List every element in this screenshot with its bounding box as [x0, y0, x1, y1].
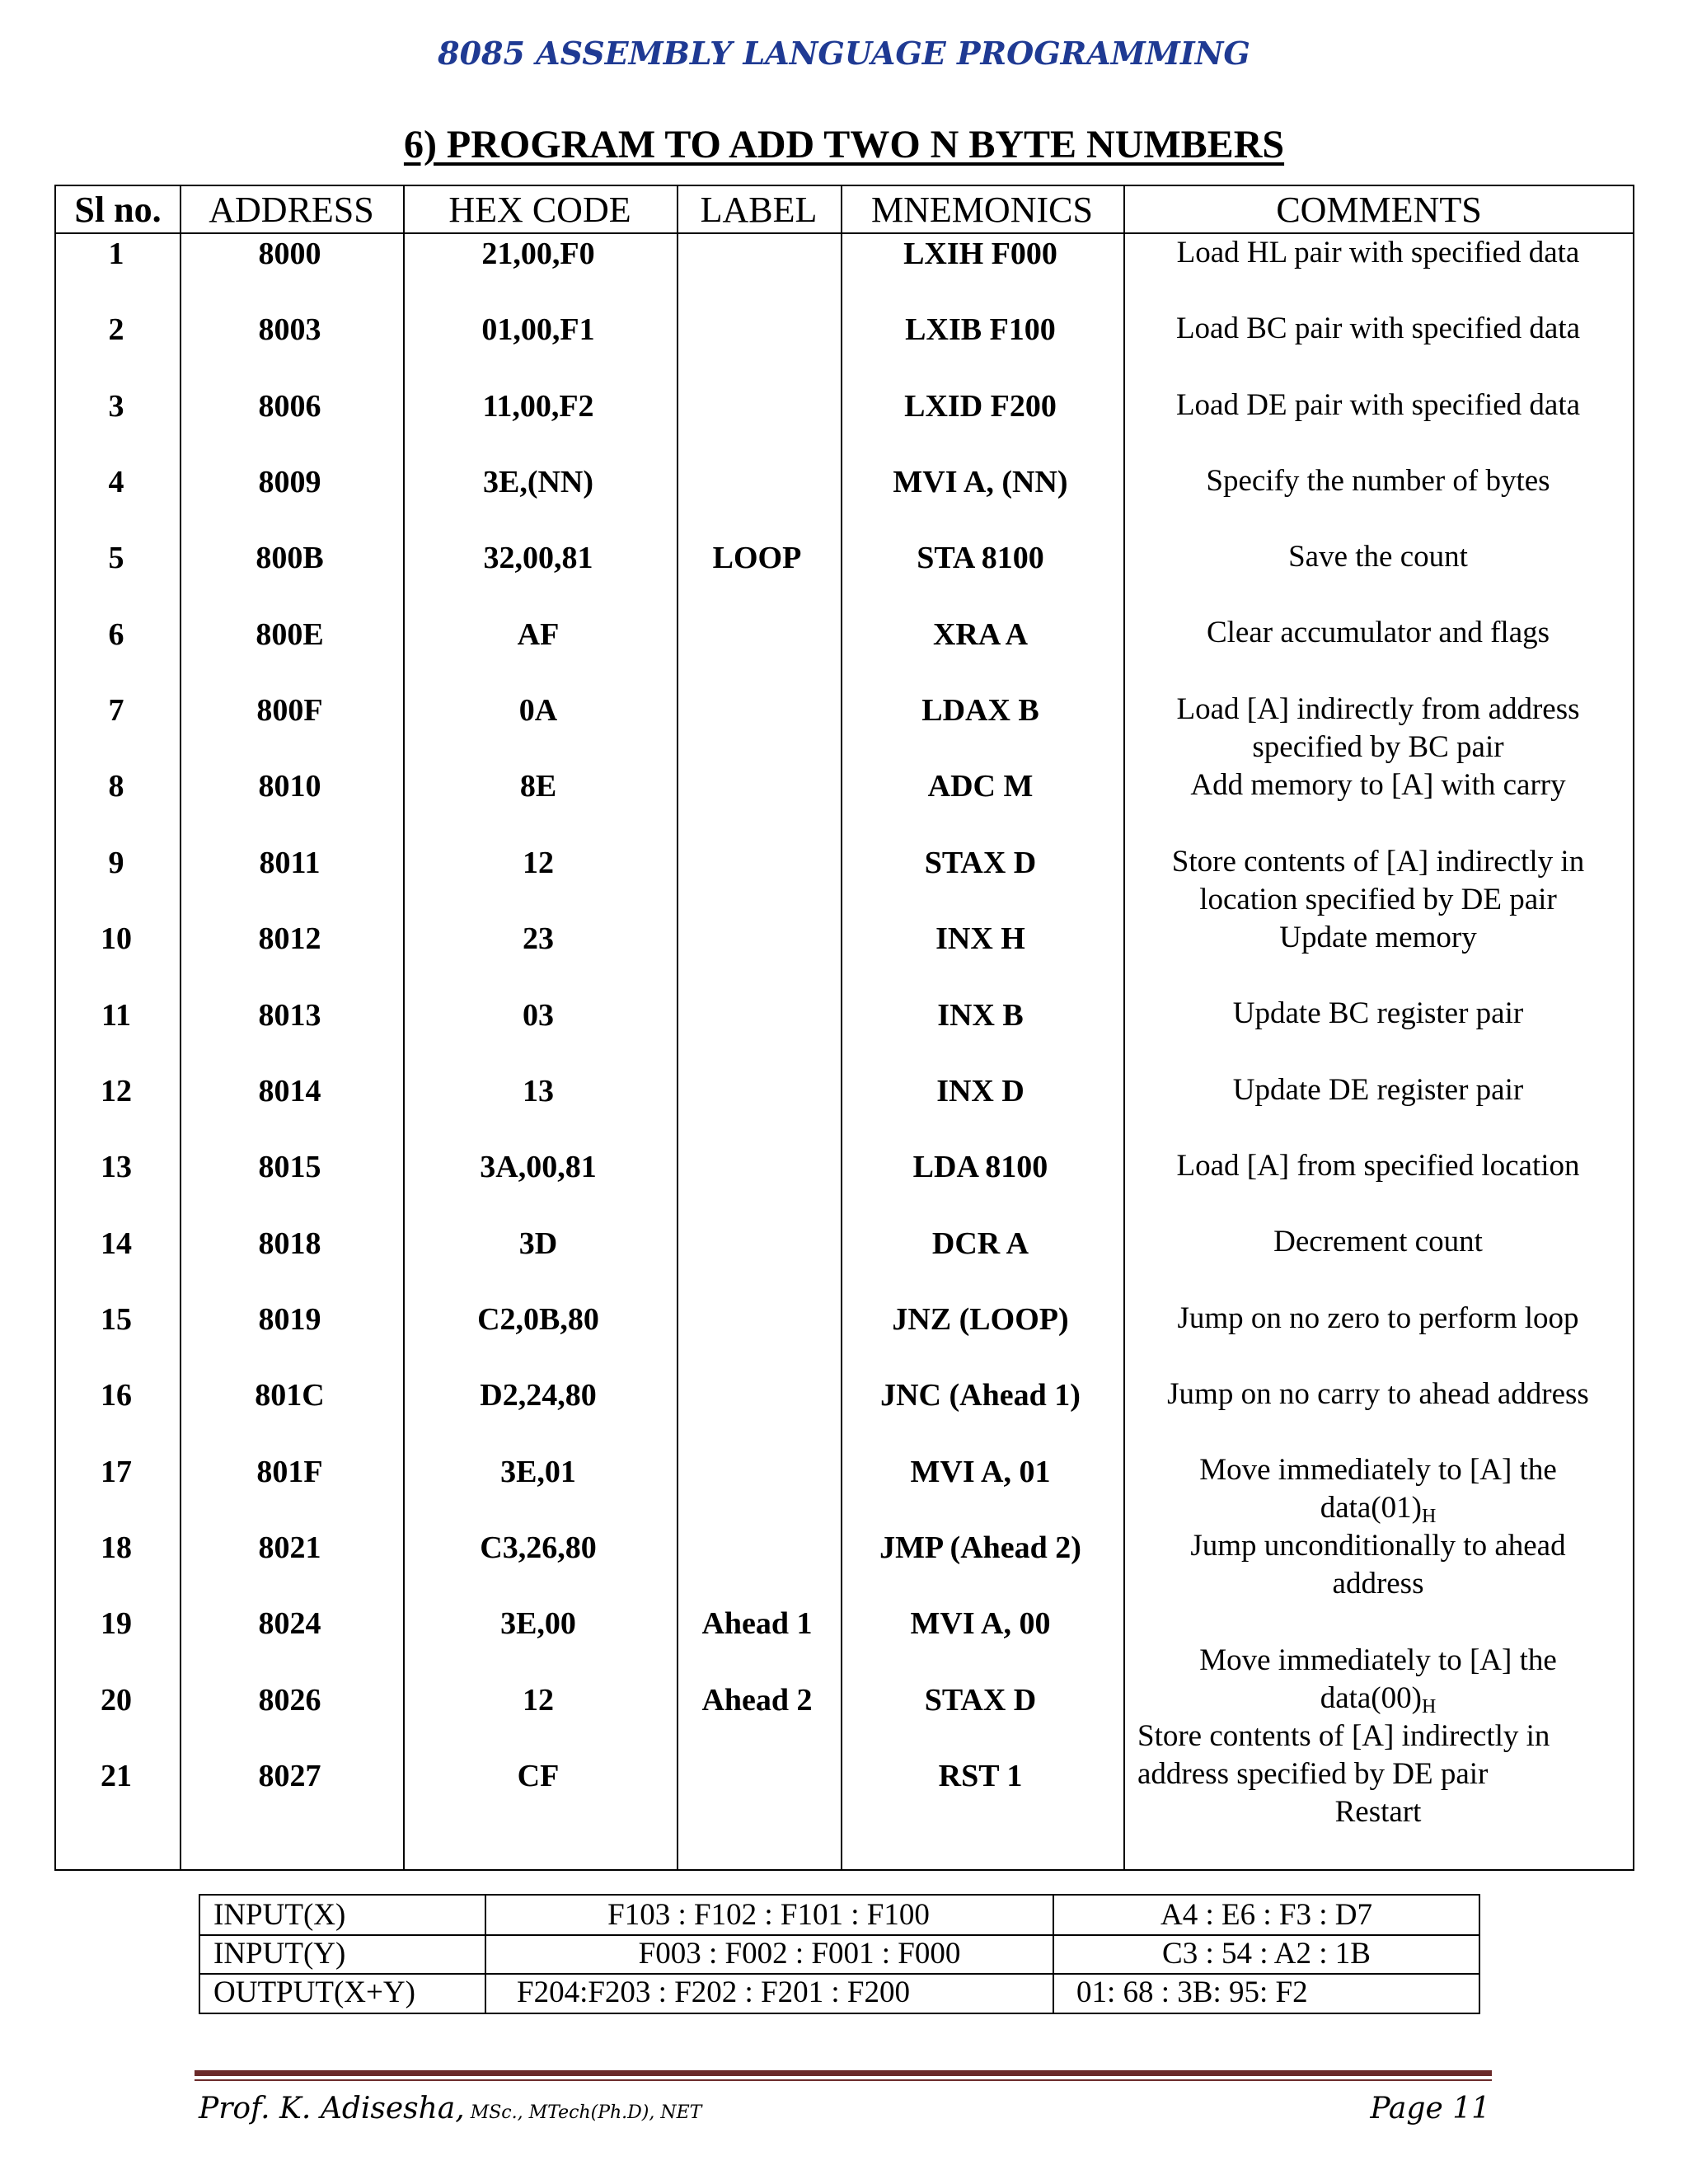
cell-hex-code: 21,00,F0: [481, 237, 595, 271]
comment-line: Load [A] from specified location: [1176, 1149, 1580, 1183]
cell-mnemonic: XRA A: [932, 617, 1029, 652]
cell-mnemonic: LDA 8100: [912, 1150, 1048, 1184]
cell-hex-code: 12: [523, 846, 554, 880]
running-header: 8085 ASSEMBLY LANGUAGE PROGRAMMING: [438, 35, 1250, 72]
column-header-sl: Sl no.: [74, 190, 162, 230]
cell-label: [675, 385, 839, 428]
cell-label: [675, 765, 839, 808]
cell-address: 8009: [258, 465, 321, 499]
footer-rule: [195, 2079, 1492, 2081]
cell-hex-code: 3A,00,81: [480, 1150, 597, 1184]
cell-label: Ahead 1: [701, 1606, 813, 1641]
cell-address: 8021: [258, 1530, 321, 1565]
comment-line: Store contents of [A] indirectly in: [1137, 1719, 1550, 1753]
cell-sl-no: 11: [101, 998, 131, 1033]
cell-mnemonic: MVI A, 00: [910, 1606, 1051, 1641]
cell-label: [675, 841, 839, 884]
io-row-values: 01: 68 : 3B: 95: F2: [1076, 1975, 1308, 2009]
cell-hex-code: CF: [517, 1759, 560, 1793]
cell-mnemonic: INX D: [936, 1074, 1025, 1108]
comment-line: Jump on no zero to perform loop: [1177, 1301, 1579, 1335]
comment-line: Move immediately to [A] the: [1199, 1453, 1557, 1487]
cell-mnemonic: LXIB F100: [905, 312, 1056, 347]
comment-line: specified by BC pair: [1252, 730, 1504, 764]
cell-hex-code: 11,00,F2: [482, 389, 594, 424]
cell-label: [675, 994, 839, 1037]
cell-hex-code: 8E: [519, 769, 557, 804]
cell-sl-no: 19: [101, 1606, 132, 1641]
io-row-values: C3 : 54 : A2 : 1B: [1162, 1937, 1371, 1971]
cell-mnemonic: LXIH F000: [903, 237, 1057, 271]
cell-sl-no: 7: [108, 693, 124, 728]
cell-hex-code: 3D: [518, 1226, 558, 1261]
comment-text: data(01): [1320, 1491, 1422, 1525]
cell-sl-no: 10: [101, 921, 132, 956]
cell-hex-code: 13: [523, 1074, 554, 1108]
cell-mnemonic: MVI A, (NN): [893, 465, 1068, 499]
hex-subscript: H: [1421, 1506, 1437, 1527]
cell-sl-no: 9: [108, 846, 124, 880]
cell-mnemonic: ADC M: [927, 769, 1034, 804]
io-row-label: INPUT(Y): [213, 1937, 346, 1971]
cell-mnemonic: STAX D: [924, 1683, 1037, 1718]
comment-line: Specify the number of bytes: [1206, 464, 1550, 498]
cell-label: [675, 461, 839, 504]
column-header-address: ADDRESS: [209, 190, 374, 230]
cell-sl-no: 4: [108, 465, 124, 499]
cell-sl-no: 21: [101, 1759, 132, 1793]
comment-line: Load [A] indirectly from address: [1176, 692, 1580, 726]
cell-sl-no: 5: [108, 541, 124, 575]
cell-mnemonic: STA 8100: [917, 541, 1044, 575]
cell-sl-no: 15: [101, 1302, 132, 1337]
author-qualifications: MSc., MTech(Ph.D), NET: [464, 2102, 702, 2123]
cell-label: [675, 1755, 839, 1797]
cell-address: 8010: [258, 769, 321, 804]
column-header-label: LABEL: [700, 190, 818, 230]
cell-address: 800F: [256, 693, 323, 728]
cell-label: [675, 1374, 839, 1417]
cell-label: [675, 1526, 839, 1569]
comment-line: Update BC register pair: [1232, 996, 1524, 1030]
comment-line: Load HL pair with specified data: [1176, 236, 1580, 269]
cell-address: 801F: [256, 1455, 323, 1489]
cell-label: LOOP: [712, 541, 802, 575]
cell-hex-code: 3E,00: [500, 1606, 576, 1641]
cell-sl-no: 2: [108, 312, 124, 347]
comment-line: Update memory: [1279, 921, 1477, 954]
comment-line: Decrement count: [1273, 1225, 1483, 1258]
cell-sl-no: 3: [108, 389, 124, 424]
io-row-label: OUTPUT(X+Y): [213, 1975, 415, 2009]
cell-hex-code: 01,00,F1: [481, 312, 595, 347]
comment-line: Store contents of [A] indirectly in: [1171, 845, 1585, 879]
cell-hex-code: C2,0B,80: [477, 1302, 599, 1337]
column-header-hex-code: HEX CODE: [448, 190, 631, 230]
comment-text: data(00): [1320, 1681, 1422, 1715]
cell-hex-code: 0A: [518, 693, 558, 728]
cell-address: 8012: [258, 921, 321, 956]
comment-line: Load DE pair with specified data: [1175, 388, 1581, 422]
cell-label: [675, 1146, 839, 1188]
cell-hex-code: 3E,01: [500, 1455, 576, 1489]
cell-hex-code: 32,00,81: [483, 541, 593, 575]
cell-sl-no: 17: [101, 1455, 132, 1489]
cell-address: 8003: [258, 312, 321, 347]
cell-address: 8024: [258, 1606, 321, 1641]
comment-line: Load BC pair with specified data: [1175, 312, 1581, 345]
comment-line: Restart: [1334, 1795, 1422, 1829]
cell-hex-code: 03: [523, 998, 554, 1033]
cell-hex-code: 23: [523, 921, 554, 956]
cell-address: 8015: [258, 1150, 321, 1184]
cell-sl-no: 14: [101, 1226, 132, 1261]
cell-hex-code: 12: [523, 1683, 554, 1718]
input-output-table: [199, 1894, 1480, 2014]
hex-subscript: H: [1421, 1696, 1437, 1718]
io-row-locations: F204:F203 : F202 : F201 : F200: [517, 1975, 911, 2009]
cell-address: 8014: [258, 1074, 321, 1108]
author-name: Prof. K. Adisesha,: [199, 2092, 465, 2125]
cell-mnemonic: LDAX B: [921, 693, 1039, 728]
cell-address: 8027: [258, 1759, 321, 1793]
cell-sl-no: 20: [101, 1683, 132, 1718]
cell-address: 8018: [258, 1226, 321, 1261]
column-header-mnemonics: MNEMONICS: [871, 190, 1093, 230]
cell-mnemonic: MVI A, 01: [910, 1455, 1051, 1489]
comment-line: address specified by DE pair: [1137, 1757, 1489, 1791]
cell-sl-no: 1: [108, 237, 124, 271]
comment-line: Jump on no carry to ahead address: [1167, 1377, 1589, 1411]
cell-mnemonic: JMP (Ahead 2): [879, 1530, 1081, 1565]
cell-mnemonic: INX H: [935, 921, 1025, 956]
io-row-values: A4 : E6 : F3 : D7: [1160, 1898, 1372, 1932]
cell-address: 8013: [258, 998, 321, 1033]
comment-line: location specified by DE pair: [1199, 883, 1557, 916]
cell-label: [675, 689, 839, 732]
cell-address: 800B: [256, 541, 324, 575]
io-row-locations: F103 : F102 : F101 : F100: [607, 1898, 930, 1932]
cell-sl-no: 13: [101, 1150, 132, 1184]
cell-hex-code: C3,26,80: [480, 1530, 597, 1565]
cell-address: 801C: [255, 1378, 325, 1413]
cell-address: 800E: [256, 617, 324, 652]
cell-address: 8006: [258, 389, 321, 424]
cell-sl-no: 6: [108, 617, 124, 652]
comment-line: Save the count: [1288, 540, 1468, 574]
cell-label: [675, 1298, 839, 1341]
comment-line: Add memory to [A] with carry: [1190, 768, 1566, 802]
cell-sl-no: 18: [101, 1530, 132, 1565]
cell-label: [675, 232, 839, 275]
program-title: 6) PROGRAM TO ADD TWO N BYTE NUMBERS: [403, 123, 1285, 166]
cell-label: [675, 917, 839, 960]
footer-rule: [195, 2070, 1492, 2076]
cell-address: 8019: [258, 1302, 321, 1337]
cell-mnemonic: INX B: [937, 998, 1024, 1033]
cell-label: [675, 308, 839, 351]
cell-mnemonic: JNZ (LOOP): [892, 1302, 1069, 1337]
cell-hex-code: AF: [517, 617, 560, 652]
cell-label: [675, 1070, 839, 1113]
cell-sl-no: 8: [108, 769, 124, 804]
comment-line: address: [1332, 1567, 1424, 1601]
cell-label: [675, 1451, 839, 1493]
cell-hex-code: 3E,(NN): [482, 465, 594, 499]
comment-line: Clear accumulator and flags: [1206, 616, 1550, 649]
cell-address: 8026: [258, 1683, 321, 1718]
cell-mnemonic: JNC (Ahead 1): [880, 1378, 1081, 1413]
page-number: Page 11: [1370, 2092, 1490, 2125]
cell-address: 8000: [258, 237, 321, 271]
io-row-locations: F003 : F002 : F001 : F000: [638, 1937, 961, 1971]
cell-address: 8011: [259, 846, 321, 880]
cell-label: [675, 613, 839, 656]
cell-label: [675, 1222, 839, 1265]
column-header-comments: COMMENTS: [1276, 190, 1482, 230]
cell-sl-no: 12: [101, 1074, 132, 1108]
comment-line: Move immediately to [A] the: [1199, 1643, 1557, 1677]
cell-mnemonic: DCR A: [931, 1226, 1029, 1261]
footer-author: [199, 2092, 701, 2125]
io-row-label: INPUT(X): [213, 1898, 346, 1932]
cell-mnemonic: STAX D: [924, 846, 1037, 880]
cell-mnemonic: RST 1: [938, 1759, 1023, 1793]
comment-line: Update DE register pair: [1232, 1073, 1524, 1107]
cell-sl-no: 16: [101, 1378, 132, 1413]
cell-hex-code: D2,24,80: [480, 1378, 597, 1413]
cell-mnemonic: LXID F200: [904, 389, 1057, 424]
cell-label: Ahead 2: [701, 1683, 813, 1718]
comment-line: Jump unconditionally to ahead: [1190, 1529, 1566, 1563]
